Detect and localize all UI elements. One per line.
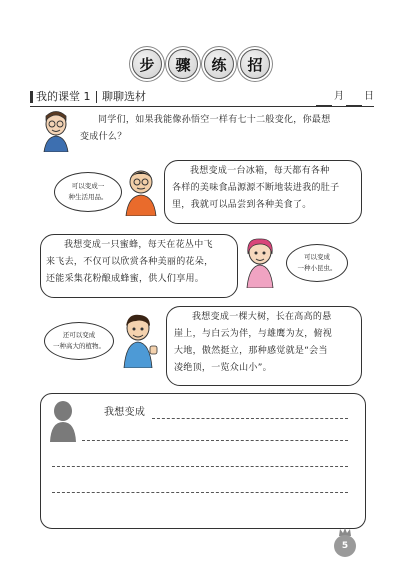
cloud-2-line-2: 一种小昆虫。 (297, 264, 337, 272)
student-boy-glasses-figure (120, 168, 162, 216)
teacher-prompt-line-2: 变成什么？ (80, 132, 127, 142)
title-char-3: 练 (204, 49, 234, 79)
title-char-1: 步 (132, 49, 162, 79)
student-2-line-2: 来飞去，不仅可以欣赏各种美丽的花朵， (46, 257, 214, 267)
writing-line-2[interactable] (82, 440, 348, 441)
student-3-line-2: 崖上，与白云为伴，与雄鹰为友，俯视 (174, 329, 333, 339)
student-1-text (172, 163, 356, 214)
student-silhouette-icon (48, 400, 78, 442)
page-number: 5 (334, 535, 356, 557)
student-2-line-1: 我想变成一只蜜蜂，每天在花丛中飞 (64, 240, 213, 250)
thought-cloud-1 (54, 172, 122, 212)
student-1-line-2: 各样的美味食品源源不断地装进我的肚子 (172, 183, 340, 193)
section-label: 我的课堂 1 (36, 90, 91, 103)
student-1-line-1: 我想变成一台冰箱，每天都有各种 (190, 166, 330, 176)
writing-line-4[interactable] (52, 492, 348, 493)
section-header (30, 88, 374, 107)
writing-line-3[interactable] (52, 466, 348, 467)
student-boy-thumbs-up-figure (116, 312, 160, 368)
day-label: 日 (364, 91, 374, 102)
thought-cloud-3 (44, 322, 114, 360)
student-girl-figure (240, 236, 280, 288)
student-2-line-3: 还能采集花粉酿成蜂蜜，供人们享用。 (46, 274, 205, 284)
month-label: 月 (334, 91, 344, 102)
cloud-3-line-1: 还可以变成 (62, 331, 96, 339)
student-1-line-3: 里，我就可以品尝到各种美食了。 (172, 200, 312, 210)
teacher-prompt (80, 112, 370, 146)
student-3-line-4: 凌绝顶，一览众山小”。 (174, 363, 272, 373)
day-blank[interactable] (346, 94, 362, 106)
student-3-text (174, 309, 358, 377)
teacher-prompt-line-1: 同学们，如果我能像孙悟空一样有七十二般变化，你最想 (98, 115, 331, 125)
title-char-2: 骤 (168, 49, 198, 79)
thought-cloud-2 (286, 244, 348, 282)
student-3-line-1: 我想变成一棵大树，长在高高的悬 (192, 312, 332, 322)
student-2-text (46, 237, 234, 288)
header-divider (96, 91, 98, 103)
month-blank[interactable] (316, 94, 332, 106)
writing-exercise-panel (40, 393, 366, 529)
date-field (314, 88, 374, 106)
header-mark (30, 91, 33, 103)
cloud-3-line-2: 一种高大的植物。 (53, 342, 105, 350)
cloud-1-line-2: 种生活用品。 (68, 193, 108, 201)
section-topic: 聊聊选材 (102, 90, 146, 103)
cloud-1-line-1: 可以变成一 (71, 182, 105, 190)
cloud-2-line-1: 可以变成 (304, 253, 330, 261)
title-char-4: 招 (240, 49, 270, 79)
student-3-line-3: 大地，傲然挺立，那种感觉就是“会当 (174, 346, 328, 356)
exercise-prompt: 我想变成 (104, 407, 146, 418)
teacher-figure (40, 110, 72, 152)
writing-line-1[interactable] (152, 418, 348, 419)
